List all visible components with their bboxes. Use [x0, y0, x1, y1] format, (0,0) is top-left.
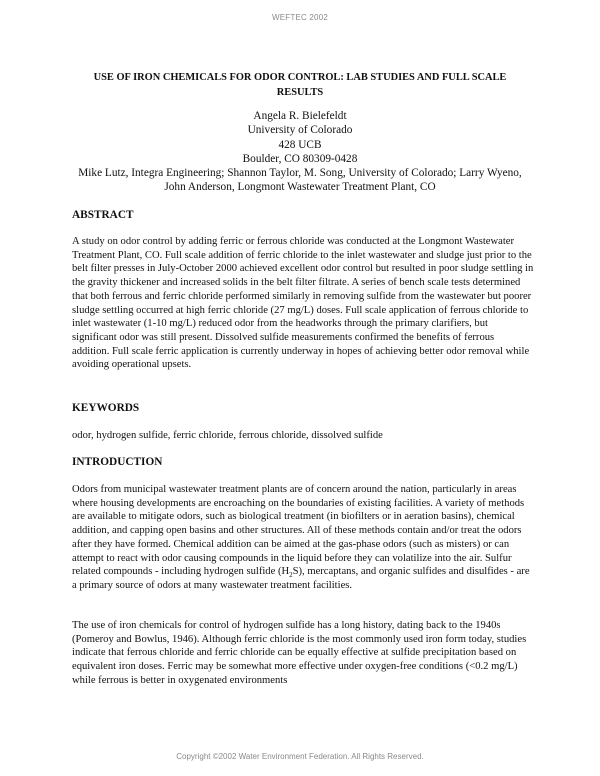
- coauthors: Mike Lutz, Integra Engineering; Shannon Taylor, M. Song, University of Colorado; Larry Wyeno, John Anderson, Longmont Wastewater Treatment Plant, CO: [78, 167, 522, 194]
- author-block: [60, 109, 540, 195]
- author-name: Angela R. Bielefeldt: [253, 110, 347, 122]
- author-city: Boulder, CO 80309-0428: [242, 152, 358, 165]
- introduction-heading: INTRODUCTION: [72, 456, 163, 468]
- running-header: WEFTEC 2002: [272, 13, 328, 22]
- paper-title: USE OF IRON CHEMICALS FOR ODOR CONTROL: LAB STUDIES AND FULL SCALE RESULTS: [93, 72, 507, 98]
- intro-paragraph-1: [72, 483, 534, 593]
- copyright-footer: Copyright ©2002 Water Environment Federation. All Rights Reserved.: [176, 752, 424, 761]
- intro-paragraph-2: The use of iron chemicals for control of hydrogen sulfide has a long history, dating back to the 1940s (Pomeroy and Bowlus, 1946). Although ferric chloride is the most commonly used iron form today, studies indicate that ferrous chloride and ferric chloride can be equally effective at sulfide precipitation based on equivalent iron doses. Ferric may be somewhat more effective under oxygen-free conditions (<0.2 mg/L) while ferrous is better in oxygenated environments: [72, 620, 527, 686]
- abstract-heading: ABSTRACT: [72, 209, 134, 221]
- keywords-text: odor, hydrogen sulfide, ferric chloride, ferrous chloride, dissolved sulfide: [72, 430, 383, 441]
- abstract-text: A study on odor control by adding ferric or ferrous chloride was conducted at the Longmont Wastewater Treatment Plant, CO. Full scale addition of ferric chloride to the inlet wastewater and sludge just prior to the belt filter presses in July-October 2000 achieved excellent odor control but resulted in poor sludge settling in the gravity thickener and increased solids in the belt filter filtrate. A series of bench scale tests determined that both ferrous and ferric chloride performed similarly in removing sulfide from the wastewater but poorer sludge settling occurred at high ferric chloride (27 mg/L) doses. Full scale application of ferrous chloride to inlet wastewater (1-10 mg/L) reduced odor from the headworks through the primary clarifiers, but significant odor was still present. Dissolved sulfide measurements confirmed the benefits of ferrous addition. Full scale ferric application is currently underway in hopes of achieving better odor removal while avoiding operational upsets.: [72, 236, 534, 371]
- author-box: 428 UCB: [278, 138, 322, 151]
- intro-p1-part-1: Odors from municipal wastewater treatment plants are of concern around the nation, particularly in areas where housing developments are encroaching on the boundaries of existing facilities. A variety of methods are available to mitigate odors, such as biological treatment (in biofilters or in aeration basins), chemical addition, and capping open basins and other structures. All of these methods contain and/or treat the odors after they have formed. Chemical addition can be aimed at the gas-phase odors (such as misters) or can attempt to react with odor causing compounds in the liquid before they can volatilize into the air. Sulfur related compounds - including hydrogen sulfide (H: [72, 484, 525, 578]
- author-institution: University of Colorado: [247, 124, 353, 137]
- keywords-heading: KEYWORDS: [72, 402, 140, 414]
- intro-p1-part-2: S), mercaptans, and organic sulfides and disulfides - are a primary source of odors at many wastewater treatment facilities.: [72, 566, 530, 591]
- h2s-subscript: 2: [289, 571, 293, 580]
